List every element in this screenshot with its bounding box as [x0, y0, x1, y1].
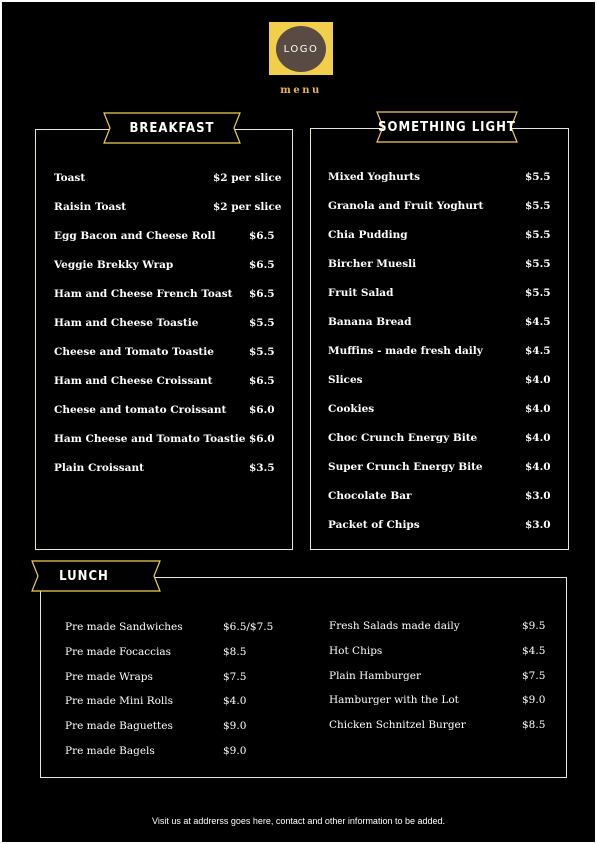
menu-item-price: $3.5	[249, 462, 275, 474]
menu-title: menu	[280, 85, 322, 96]
menu-item-name: Fresh Salads made daily	[329, 620, 460, 632]
logo	[269, 22, 333, 75]
menu-item-name: Cheese and tomato Croissant	[54, 404, 227, 416]
menu-item-price: $4.5	[525, 345, 551, 357]
menu-item-price: $6.5	[249, 375, 275, 387]
menu-page	[2, 2, 595, 842]
menu-item-name: Muffins - made fresh daily	[328, 345, 483, 357]
menu-item-price: $5.5	[525, 287, 551, 299]
menu-item-name: Ham and Cheese French Toast	[54, 288, 233, 300]
menu-item-price: $5.5	[249, 346, 275, 358]
menu-item-price: $6.0	[249, 433, 275, 445]
menu-item-price: $3.0	[525, 519, 551, 531]
menu-item-name: Hot Chips	[329, 644, 383, 657]
menu-item-price: $9.0	[223, 720, 247, 733]
menu-item-name: Packet of Chips	[328, 519, 420, 531]
menu-item-price: $7.5	[522, 669, 546, 682]
lunch-title: LUNCH	[59, 568, 109, 584]
something-light-panel	[310, 128, 569, 550]
menu-item-price: $6.5	[249, 230, 275, 242]
menu-item-name: Cookies	[328, 403, 375, 415]
menu-item-price: $3.0	[525, 490, 551, 502]
menu-item-name: Bircher Muesli	[328, 258, 417, 270]
menu-item-name: Pre made Focaccias	[65, 645, 172, 658]
menu-item-price: $8.5	[223, 645, 247, 658]
menu-item-price: $5.5	[249, 317, 275, 329]
menu-item-price: $2 per slice	[213, 172, 282, 184]
menu-item-price: $6.5	[249, 259, 275, 271]
menu-item-price: $6.5/$7.5	[223, 621, 274, 633]
menu-item-name: Chia Pudding	[328, 229, 408, 241]
menu-item-price: $7.5	[223, 670, 247, 683]
menu-item-price: $4.0	[223, 695, 247, 708]
menu-item-price: $8.5	[522, 719, 546, 732]
menu-item-price: $4.0	[525, 374, 551, 386]
menu-item-name: Banana Bread	[328, 316, 412, 328]
lunch-banner	[31, 560, 161, 592]
menu-item-price: $9.0	[522, 694, 546, 707]
menu-item-name: Super Crunch Energy Bite	[328, 461, 483, 473]
menu-item-price: $4.5	[525, 316, 551, 328]
menu-item-name: Plain Hamburger	[329, 669, 421, 682]
menu-item-name: Chicken Schnitzel Burger	[329, 719, 466, 732]
menu-item-name: Plain Croissant	[54, 462, 144, 474]
menu-item-name: Ham Cheese and Tomato Toastie	[54, 433, 246, 445]
menu-item-name: Raisin Toast	[54, 201, 127, 213]
logo-circle: LOGO	[276, 26, 326, 72]
menu-item-name: Hamburger with the Lot	[329, 694, 459, 707]
menu-item-name: Granola and Fruit Yoghurt	[328, 200, 484, 212]
menu-item-name: Fruit Salad	[328, 287, 394, 299]
menu-item-name: Choc Crunch Energy Bite	[328, 432, 478, 444]
menu-item-price: $5.5	[525, 258, 551, 270]
menu-item-name: Chocolate Bar	[328, 490, 412, 502]
breakfast-panel	[35, 129, 293, 550]
menu-item-name: Pre made Bagels	[65, 745, 155, 757]
menu-item-price: $6.0	[249, 404, 275, 416]
menu-item-name: Toast	[54, 172, 86, 184]
menu-item-price: $4.0	[525, 461, 551, 473]
menu-item-price: $4.0	[525, 432, 551, 444]
menu-item-name: Pre made Sandwiches	[65, 621, 183, 633]
menu-item-price: $4.0	[525, 403, 551, 415]
menu-item-name: Ham and Cheese Croissant	[54, 375, 213, 387]
menu-item-price: $5.5	[525, 171, 551, 183]
breakfast-title: BREAKFAST	[129, 120, 215, 136]
menu-item-price: $6.5	[249, 288, 275, 300]
menu-item-price: $2 per slice	[213, 201, 282, 213]
footer-info: Visit us at addrerss goes here, contact and other information to be added.	[151, 816, 445, 826]
menu-item-price: $9.0	[223, 745, 247, 757]
breakfast-banner	[103, 112, 241, 144]
menu-item-name: Veggie Brekky Wrap	[54, 259, 174, 271]
menu-item-name: Pre made Mini Rolls	[65, 695, 174, 708]
menu-item-name: Pre made Wraps	[65, 670, 153, 683]
menu-item-price: $9.5	[522, 620, 546, 632]
menu-item-name: Mixed Yoghurts	[328, 171, 421, 183]
menu-item-name: Cheese and Tomato Toastie	[54, 346, 214, 358]
something-light-banner	[376, 111, 518, 143]
menu-item-name: Egg Bacon and Cheese Roll	[54, 230, 216, 242]
something-light-title: SOMETHING LIGHT	[378, 119, 516, 135]
menu-item-price: $4.5	[522, 644, 546, 657]
menu-item-name: Pre made Baguettes	[65, 720, 173, 733]
menu-item-name: Ham and Cheese Toastie	[54, 317, 199, 329]
menu-item-price: $5.5	[525, 229, 551, 241]
menu-item-price: $5.5	[525, 200, 551, 212]
menu-item-name: Slices	[328, 374, 363, 386]
